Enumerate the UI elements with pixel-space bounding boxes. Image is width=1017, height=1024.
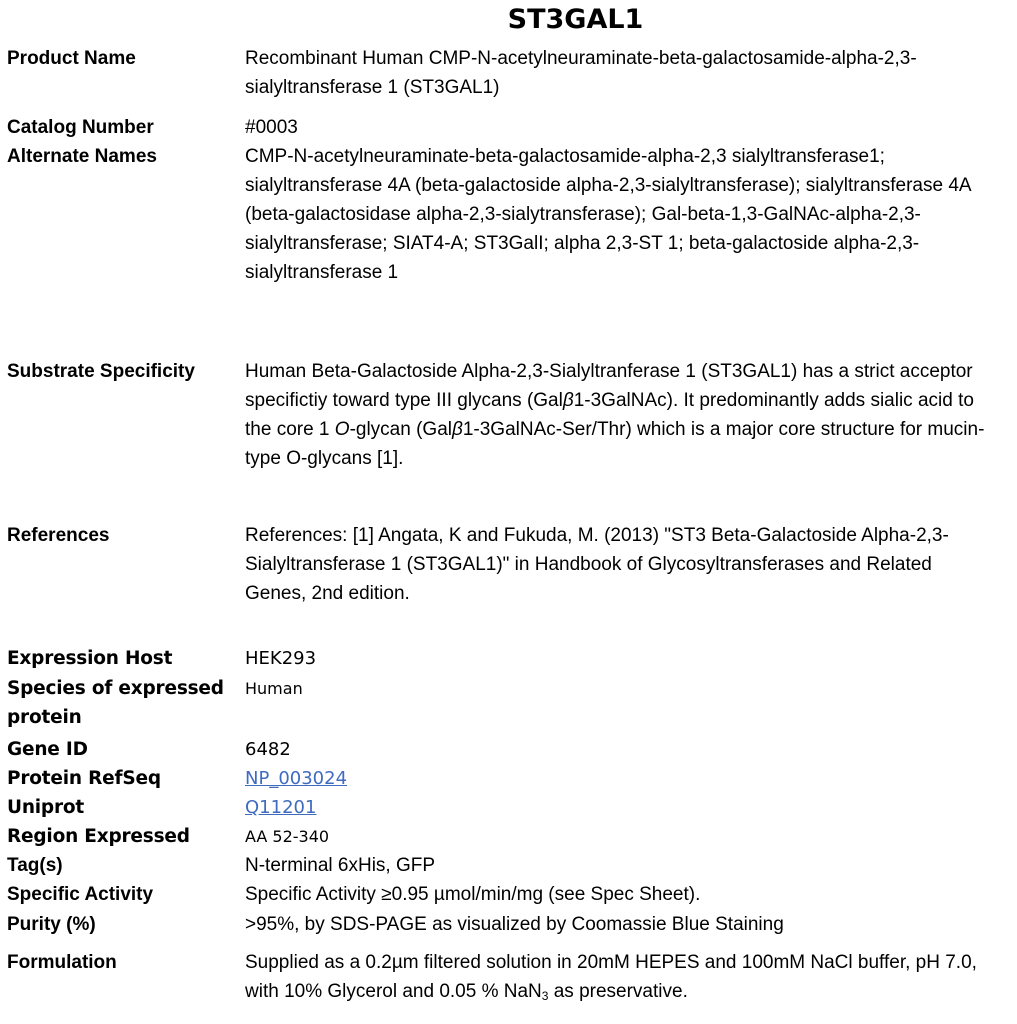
references-value: References: [1] Angata, K and Fukuda, M. (2013) "ST3 Beta-Galactoside Alpha-2,3-Sialyltransferase 1 (ST3GAL1)" in Handbook of Glycosyltransferases and Related Genes, 2nd edition. (245, 525, 949, 604)
specific-activity-value: Specific Activity ≥0.95 µmol/min/mg (see Spec Sheet). (245, 884, 701, 905)
substrate-specificity-value (245, 357, 1005, 473)
expression-host-label: Expression Host (7, 648, 173, 669)
gene-id-value: 6482 (245, 739, 291, 760)
tags-label: Tag(s) (7, 855, 63, 876)
uniprot-value-cell (245, 793, 1015, 822)
beta-symbol: β (562, 390, 574, 411)
region-expressed-value: AA 52-340 (245, 827, 330, 846)
formulation-value (245, 948, 980, 1006)
alternate-names-value: CMP-N-acetylneuraminate-beta-galactosamide-alpha-2,3 sialyltransferase1; sialyltransferase 4A (beta-galactoside alpha-2,3-sialyltransferase); sialyltransferase 4A (beta-galactosidase alpha-2,3-sialytransferase); Gal-beta-1,3-GalNAc-alpha-2,3-sialyltransferase; SIAT4-A; ST3GalI; alpha 2,3-ST 1; beta-galactoside alpha-2,3-sialyltransferase 1 (245, 146, 971, 283)
specific-activity-label: Specific Activity (7, 884, 154, 905)
text-segment: Human Beta-Galactoside Alpha-2,3-Sialyltranferase 1 (ST3GAL1) has a strict acceptor specifictiy toward type III glycans (Gal (245, 361, 973, 411)
protein-refseq-label: Protein RefSeq (7, 768, 161, 789)
purity-label: Purity (%) (7, 914, 96, 935)
species-label: Species of expressed protein (7, 678, 224, 728)
purity-value: >95%, by SDS-PAGE as visualized by Coomassie Blue Staining (245, 914, 784, 935)
substrate-specificity-label: Substrate Specificity (7, 361, 195, 382)
text-segment: -glycan (Gal (349, 419, 452, 440)
species-value: Human (245, 679, 303, 698)
o-italic: O (334, 419, 350, 440)
product-name-label: Product Name (7, 48, 136, 69)
beta-symbol: β (451, 419, 463, 440)
text-segment: 1-3GalNAc). It predominantly adds sialic acid to the core 1 (245, 390, 974, 440)
uniprot-link[interactable]: Q11201 (245, 797, 317, 818)
uniprot-label: Uniprot (7, 797, 85, 818)
catalog-number-label: Catalog Number (7, 117, 154, 138)
protein-refseq-value-cell (245, 764, 1015, 793)
region-expressed-label: Region Expressed (7, 826, 190, 847)
page-title: ST3GAL1 (507, 4, 644, 35)
gene-id-label: Gene ID (7, 739, 88, 760)
subscript: 3 (541, 989, 549, 1003)
tags-value: N-terminal 6xHis, GFP (245, 855, 436, 876)
catalog-number-value: #0003 (245, 117, 298, 138)
text-segment: as preservative. (548, 981, 688, 1002)
product-name-value: Recombinant Human CMP-N-acetylneuraminate-beta-galactosamide-alpha-2,3-sialyltransferase 1 (ST3GAL1) (245, 48, 917, 98)
protein-refseq-link[interactable]: NP_003024 (245, 768, 348, 789)
expression-host-value: HEK293 (245, 648, 317, 669)
formulation-label: Formulation (7, 952, 117, 973)
text-segment: 1-3GalNAc-Ser/Thr) which is a major core structure for mucin-type O-glycans [1]. (245, 419, 985, 469)
references-label: References (7, 525, 110, 546)
alternate-names-label: Alternate Names (7, 146, 157, 167)
text-segment: Supplied as a 0.2µm filtered solution in 20mM HEPES and 100mM NaCl buffer, pH 7.0, with 10% Glycerol and 0.05 % NaN (245, 952, 977, 1002)
